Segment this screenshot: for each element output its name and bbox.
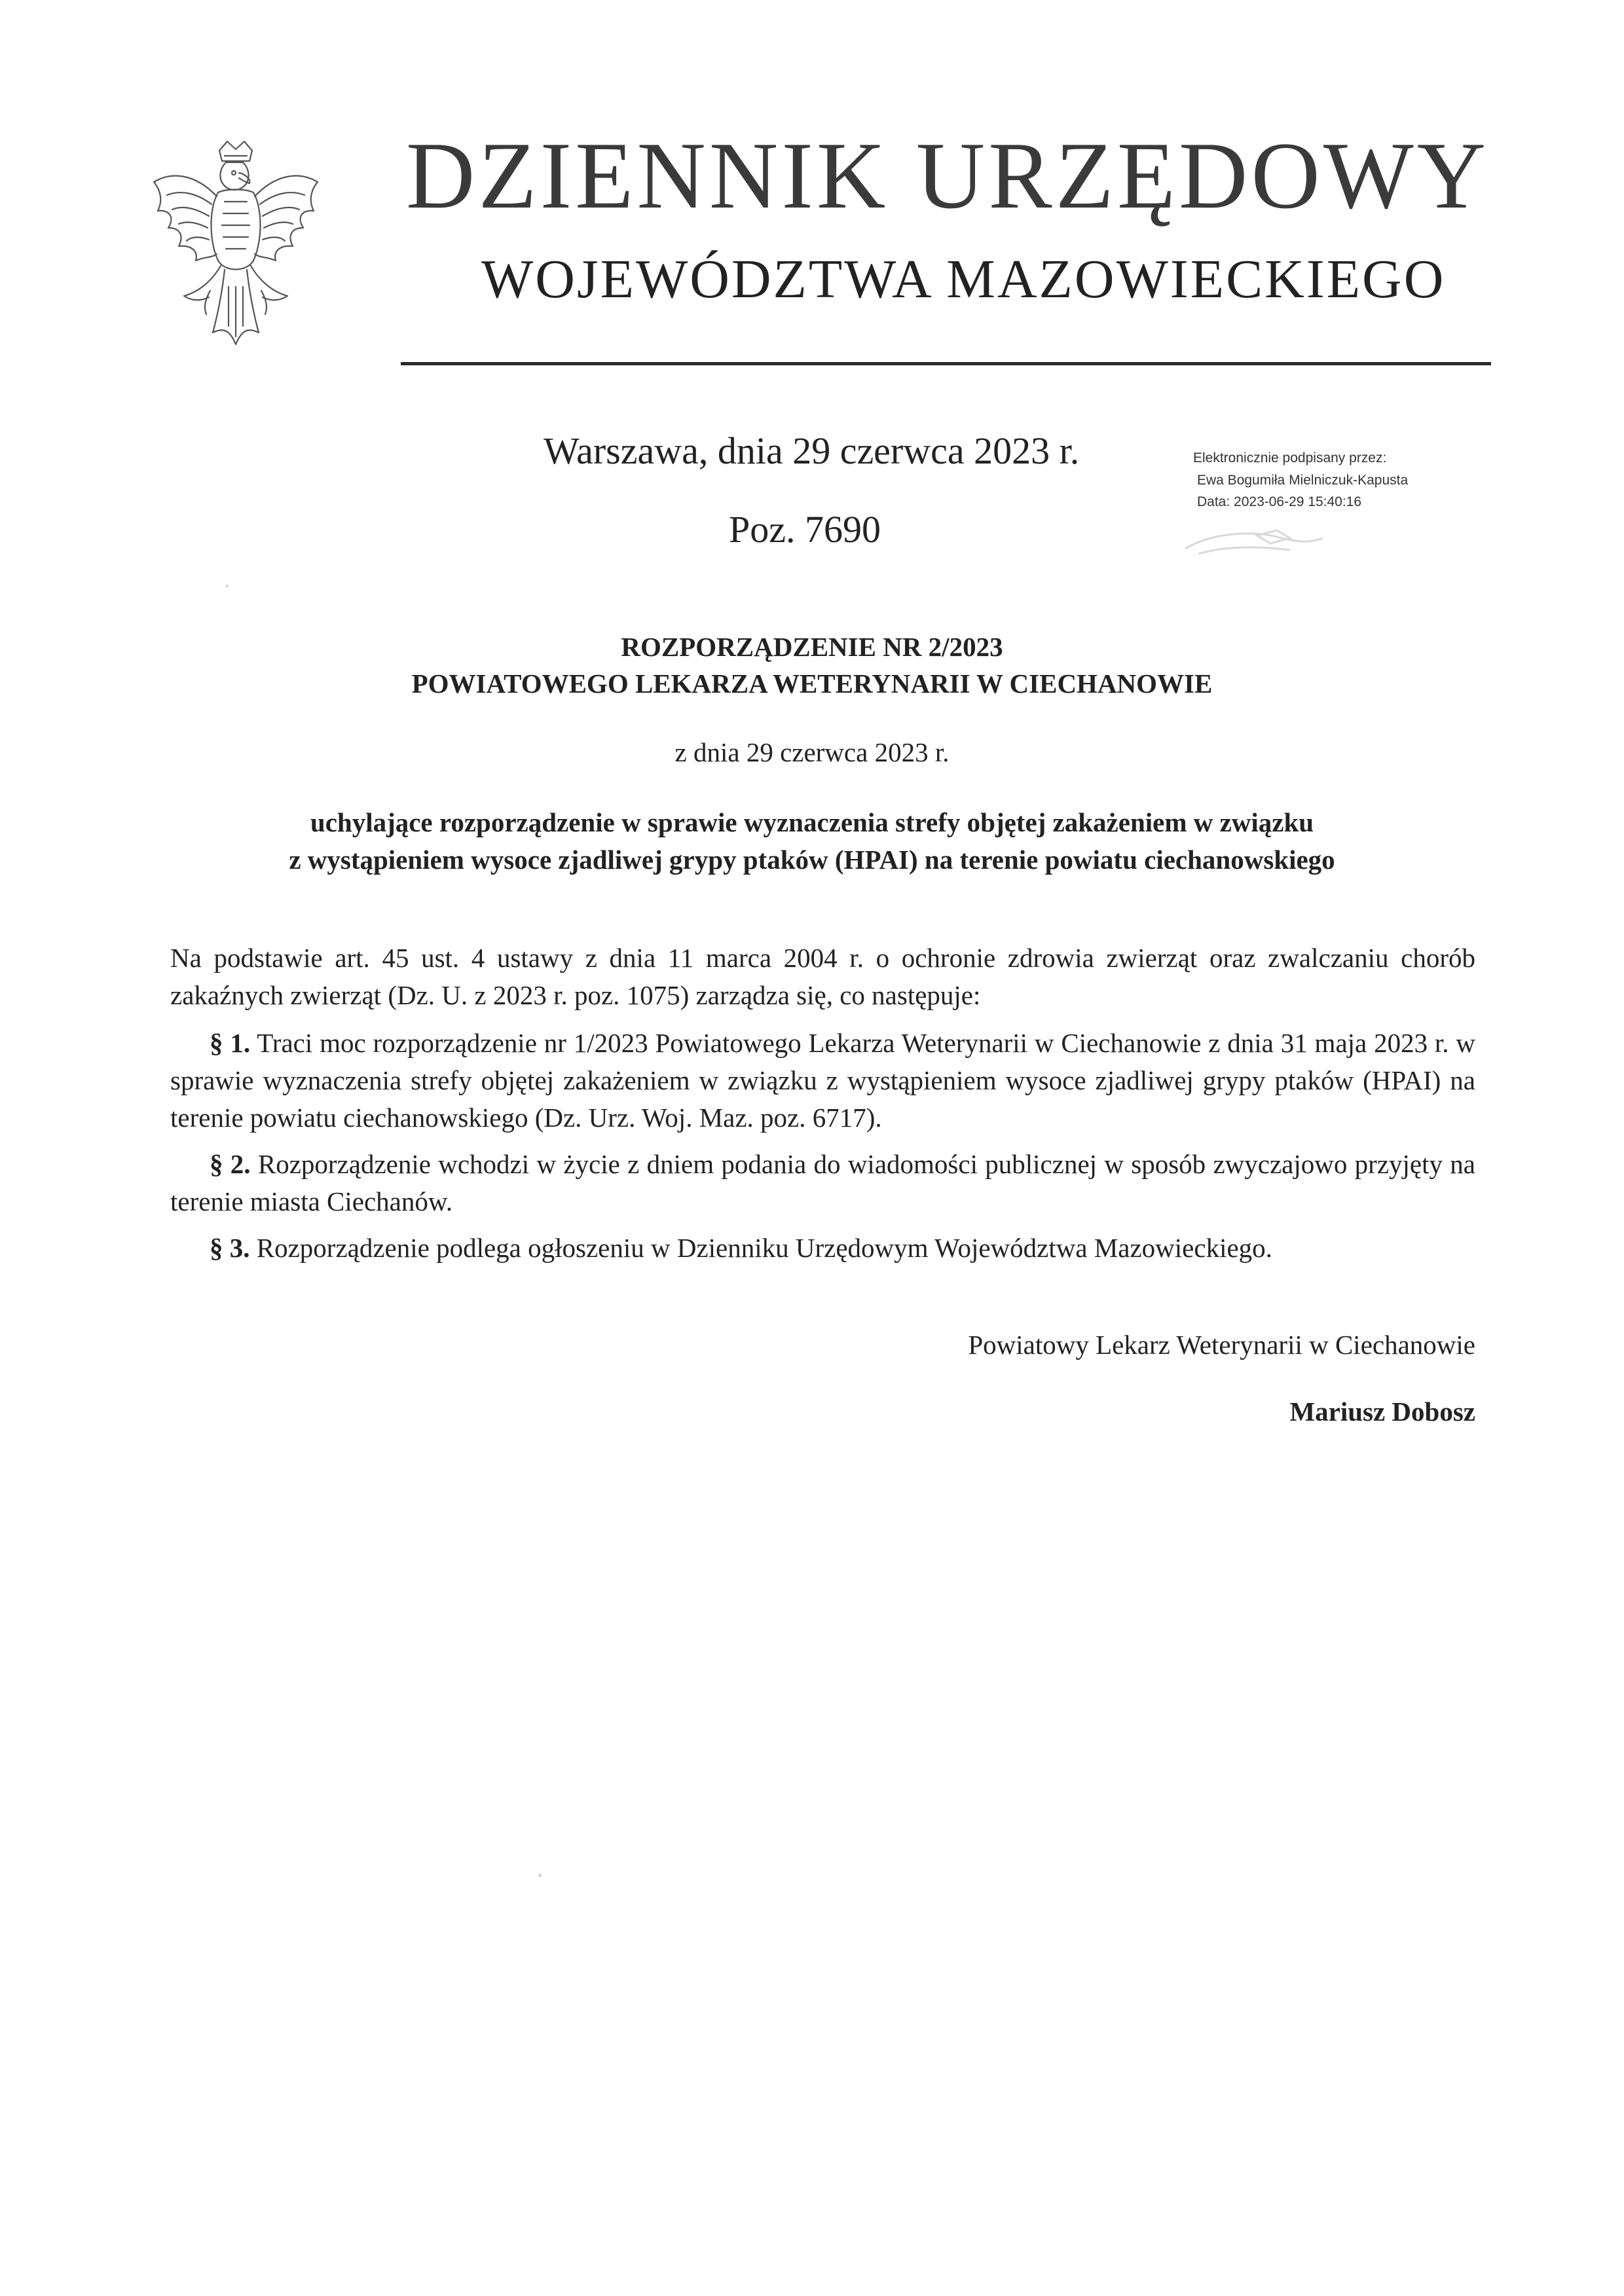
issue-position-number: Poz. 7690 xyxy=(729,508,881,551)
act-subject xyxy=(0,804,1624,879)
masthead-divider xyxy=(401,362,1491,365)
scan-speck xyxy=(226,585,229,587)
journal-subtitle: WOJEWÓDZTWA MAZOWIECKIEGO xyxy=(481,249,1446,310)
polish-eagle-emblem-icon xyxy=(141,136,331,359)
section-3-paragraph xyxy=(170,1230,1475,1267)
section-2-paragraph xyxy=(170,1146,1475,1220)
journal-title: DZIENNIK URZĘDOWY xyxy=(406,122,1490,228)
legal-basis-paragraph xyxy=(170,939,1475,1014)
act-title-authority: POWIATOWEGO LEKARZA WETERYNARII W CIECHANOWIE xyxy=(411,668,1213,699)
section-1-text: Traci moc rozporządzenie nr 1/2023 Powiatowego Lekarza Weterynarii w Ciechanowie z dnia 31 maja 2023 r. w sprawie wyznaczenia strefy objętej zakażeniem w związku z wystąpieniem wysoce zjadliwej grypy ptaków (HPAI) na terenie powiatu ciechanowskiego (Dz. Urz. Woj. Maz. poz. 6717). xyxy=(170,1028,1475,1133)
signature-seal-icon xyxy=(1179,524,1329,563)
section-3-text: Rozporządzenie podlega ogłoszeniu w Dzienniku Urzędowym Województwa Mazowieckiego. xyxy=(249,1233,1272,1263)
section-2-text: Rozporządzenie wchodzi w życie z dniem podania do wiadomości publicznej w sposób zwyczajowo przyjęty na terenie miasta Ciechanów. xyxy=(170,1149,1475,1216)
issue-date: Warszawa, dnia 29 czerwca 2023 r. xyxy=(544,429,1080,472)
act-subject-line-2: z wystąpieniem wysoce zjadliwej grypy ptaków (HPAI) na terenie powiatu ciechanowskiego xyxy=(289,845,1335,875)
signature-date: Data: 2023-06-29 15:40:16 xyxy=(1197,494,1362,510)
section-3-label: § 3. xyxy=(210,1233,250,1263)
section-1-paragraph xyxy=(170,1025,1475,1137)
act-title xyxy=(0,629,1624,702)
act-date: z dnia 29 czerwca 2023 r. xyxy=(674,737,950,767)
signatory-role: Powiatowy Lekarz Weterynarii w Ciechanowie xyxy=(968,1330,1475,1360)
act-subject-line-1: uchylające rozporządzenie w sprawie wyznaczenia strefy objętej zakażeniem w związku xyxy=(310,807,1314,837)
section-1-label: § 1. xyxy=(210,1028,251,1058)
signature-label: Elektronicznie podpisany przez: xyxy=(1193,450,1387,465)
section-2-label: § 2. xyxy=(210,1149,251,1179)
legal-basis-text: Na podstawie art. 45 ust. 4 ustawy z dnia 11 marca 2004 r. o ochronie zdrowia zwierząt oraz zwalczaniu chorób zakaźnych zwierząt (Dz. U. z 2023 r. poz. 1075) zarządza się, co następuje: xyxy=(170,943,1475,1010)
electronic-signature-block xyxy=(1193,447,1468,513)
scan-speck xyxy=(538,1874,542,1877)
act-title-number: ROZPORZĄDZENIE NR 2/2023 xyxy=(621,632,1003,662)
signature-signer: Ewa Bogumiła Mielniczuk-Kapusta xyxy=(1197,472,1409,488)
signatory-name: Mariusz Dobosz xyxy=(1289,1396,1475,1427)
